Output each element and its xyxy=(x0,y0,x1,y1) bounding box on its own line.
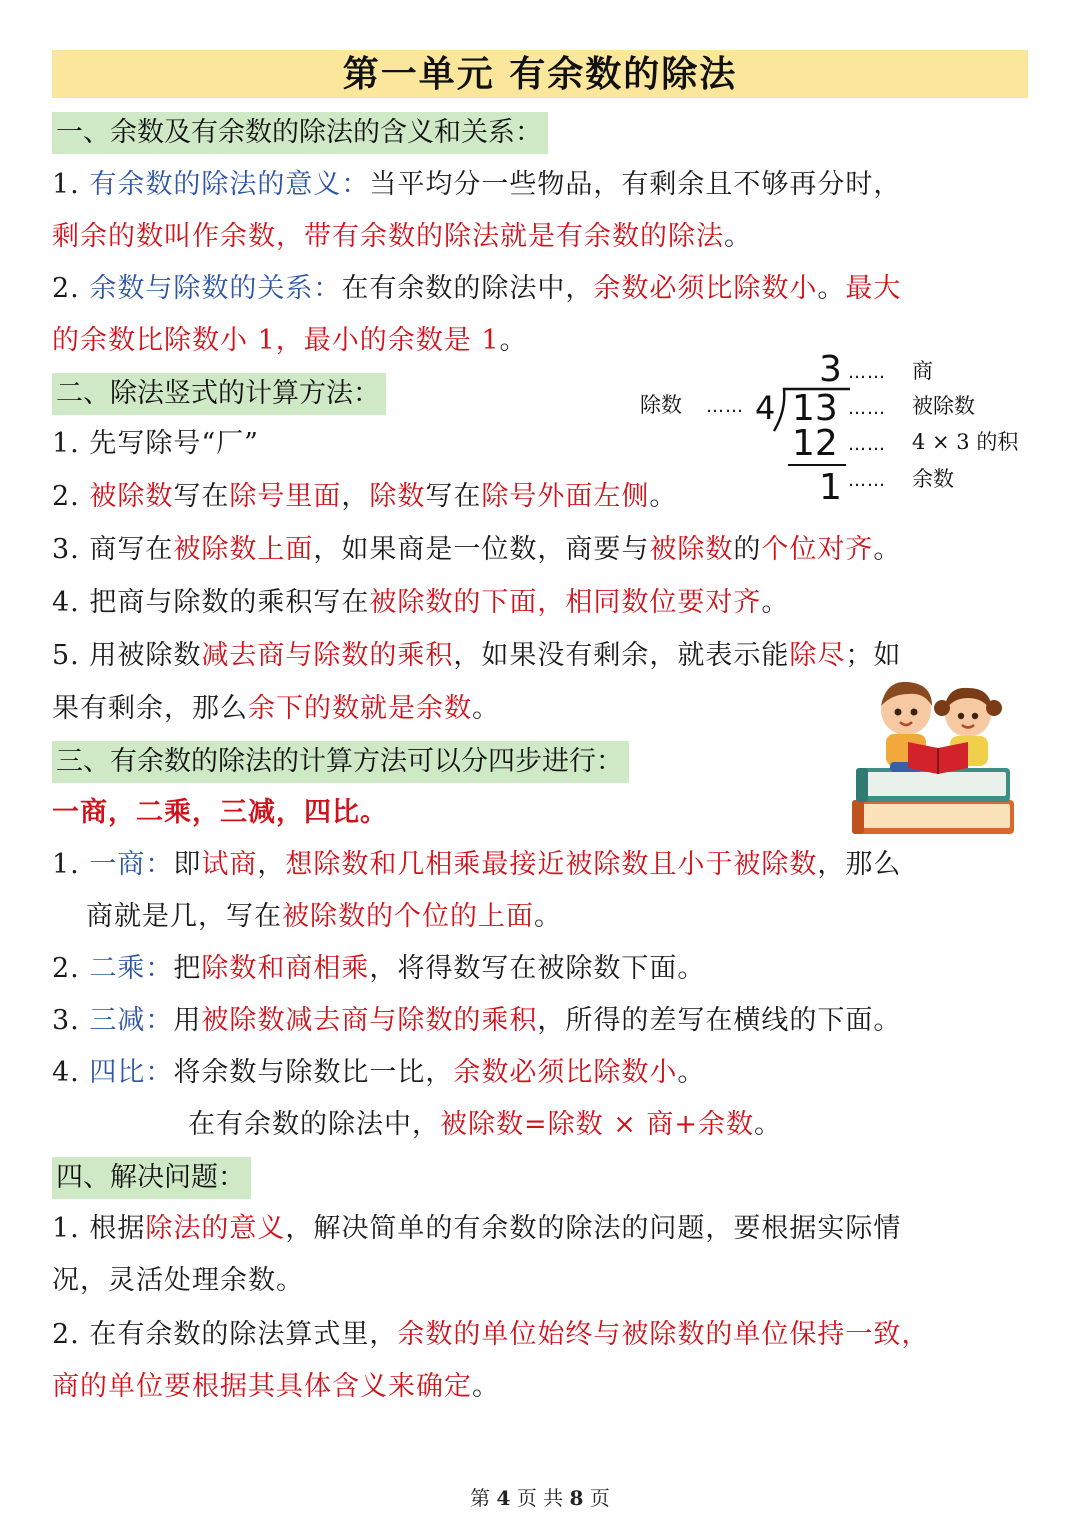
line-number: 2. xyxy=(52,481,80,512)
text: 商写在 xyxy=(89,534,174,565)
s4-line-2 xyxy=(52,1261,304,1301)
s2-line-3 xyxy=(52,530,901,570)
highlight: 除号外面左侧 xyxy=(481,481,650,512)
line-number: 2. xyxy=(52,953,80,984)
highlight: 除数和商相乘 xyxy=(201,953,370,984)
text: 商就是几，写在 xyxy=(86,901,282,932)
text: 况，灵活处理余数 xyxy=(52,1265,276,1296)
dots: …… xyxy=(848,434,886,455)
term: 一商： xyxy=(89,849,174,880)
text: 在有余数的除法中， xyxy=(188,1109,440,1140)
highlight: 被除数的个位的上面 xyxy=(282,901,534,932)
text: 。 xyxy=(472,1371,500,1402)
s3-line-5 xyxy=(52,1053,705,1093)
term: 二乘： xyxy=(89,953,174,984)
text: 。 xyxy=(873,534,902,565)
page-number: 4 xyxy=(496,1486,511,1510)
s3-line-3 xyxy=(52,949,705,989)
text: 。 xyxy=(499,325,528,356)
dots: …… xyxy=(848,362,886,383)
text: ，如果没有剩余，就表示能 xyxy=(453,640,790,671)
text: 。 xyxy=(677,1057,706,1088)
dots: …… xyxy=(706,396,744,417)
text: 页 xyxy=(589,1486,610,1510)
book-pages xyxy=(864,772,1006,796)
dots: …… xyxy=(848,398,886,419)
section-1-heading: 一、余数及有余数的除法的含义和关系： xyxy=(52,112,548,154)
s4-line-1 xyxy=(52,1209,901,1249)
line-number: 4. xyxy=(52,1057,80,1088)
s2-line-6 xyxy=(52,689,500,729)
highlight: 被除数 xyxy=(649,534,734,565)
line-number: 1. xyxy=(52,849,80,880)
eye xyxy=(895,709,902,716)
quotient: 3 xyxy=(819,349,842,390)
highlight: 被除数上面 xyxy=(173,534,314,565)
s2-line-4 xyxy=(52,583,789,623)
text: 。 xyxy=(472,693,500,724)
section-2-heading: 二、除法竖式的计算方法： xyxy=(52,373,386,415)
section-4-heading: 四、解决问题： xyxy=(52,1157,251,1199)
s3-motto: 一商，二乘，三减，四比。 xyxy=(52,797,388,828)
s2-line-5 xyxy=(52,636,901,676)
highlight: 个位对齐 xyxy=(761,534,874,565)
highlight: 剩余的数叫作余数，带有余数的除法就是有余数的除法 xyxy=(52,221,724,252)
text: 先写除号“厂” xyxy=(89,428,259,459)
remainder: 1 xyxy=(819,467,842,508)
s4-line-3 xyxy=(52,1315,929,1355)
text: 写在 xyxy=(425,481,482,512)
book-spine xyxy=(852,800,864,834)
highlight: 余数的单位始终与被除数的单位保持一致， xyxy=(397,1319,930,1350)
highlight: 被除数=除数 × 商+余数 xyxy=(440,1109,755,1140)
term: 三减： xyxy=(89,1005,174,1036)
label-dividend: 被除数 xyxy=(912,394,975,418)
text: 在有余数的除法算式里， xyxy=(89,1319,398,1350)
book-pages xyxy=(860,804,1010,828)
highlight: 除数 xyxy=(369,481,426,512)
s4-line-4 xyxy=(52,1367,500,1407)
line-number: 5. xyxy=(52,640,80,671)
section-3-heading: 三、有余数的除法的计算方法可以分四步进行： xyxy=(52,741,629,783)
text: ，解决简单的有余数的除法的问题，要根据实际情 xyxy=(285,1213,902,1244)
text: 在有余数的除法中， xyxy=(341,273,594,304)
highlight: 被除数减去商与除数的乘积 xyxy=(201,1005,538,1036)
divisor: 4 xyxy=(755,389,776,427)
highlight: 减去商与除数的乘积 xyxy=(201,640,454,671)
dividend: 13 xyxy=(792,388,838,429)
line-number: 4. xyxy=(52,587,80,618)
kids-reading-books-illustration xyxy=(846,676,1026,842)
text: 用被除数 xyxy=(89,640,202,671)
highlight: 商的单位要根据其具体含义来确定 xyxy=(52,1371,472,1402)
text: 用 xyxy=(173,1005,202,1036)
dots: …… xyxy=(848,470,886,491)
label-remainder: 余数 xyxy=(912,467,954,491)
text: ， xyxy=(257,849,286,880)
subtraction-line xyxy=(788,464,846,466)
text: 。 xyxy=(276,1265,304,1296)
line-number: 1. xyxy=(52,428,80,459)
page-title: 第一单元 有余数的除法 xyxy=(52,50,1028,98)
text: 把 xyxy=(173,953,202,984)
line-number: 1. xyxy=(52,1213,80,1244)
line-number: 2. xyxy=(52,1319,80,1350)
text: ，如果商是一位数，商要与 xyxy=(313,534,650,565)
highlight: 想除数和几相乘最接近被除数且小于被除数 xyxy=(285,849,818,880)
text: 将余数与除数比一比， xyxy=(173,1057,454,1088)
highlight: 被除数 xyxy=(89,481,174,512)
page-footer xyxy=(0,1482,1080,1511)
term: 余数与除数的关系： xyxy=(89,273,342,304)
highlight: 试商 xyxy=(201,849,258,880)
text: 。 xyxy=(724,221,752,252)
s2-line-2 xyxy=(52,477,677,517)
s1-line-2 xyxy=(52,217,752,257)
book-spine xyxy=(856,768,868,802)
girl-pigtail xyxy=(934,700,950,716)
s2-line-1 xyxy=(52,424,259,464)
text: 第 xyxy=(470,1486,491,1510)
highlight: 除尽 xyxy=(789,640,846,671)
product: 12 xyxy=(792,423,838,464)
text: 当平均分一些物品，有剩余且不够再分时， xyxy=(369,169,902,200)
text: 根据 xyxy=(89,1213,146,1244)
highlight: 余数必须比除数小 xyxy=(453,1057,678,1088)
eye xyxy=(911,709,918,716)
text: 。 xyxy=(649,481,678,512)
label-quotient: 商 xyxy=(912,359,933,383)
highlight: 余下的数就是余数 xyxy=(248,693,472,724)
text: 把商与除数的乘积写在 xyxy=(89,587,370,618)
highlight: 余数必须比除数小 xyxy=(593,273,818,304)
s3-line-6 xyxy=(188,1105,782,1145)
eye xyxy=(972,713,978,719)
text: 果有剩余，那么 xyxy=(52,693,248,724)
highlight: 的余数比除数小 1，最小的余数是 1 xyxy=(52,325,500,356)
s1-line-3 xyxy=(52,269,901,309)
s1-line-1 xyxy=(52,165,901,205)
s3-line-4 xyxy=(52,1001,901,1041)
line-number: 1. xyxy=(52,169,80,200)
text: ，将得数写在被除数下面。 xyxy=(369,953,706,984)
text: 。 xyxy=(754,1109,783,1140)
text: ，那么 xyxy=(817,849,902,880)
line-number: 3. xyxy=(52,1005,80,1036)
text: ， xyxy=(341,481,370,512)
highlight: 除法的意义 xyxy=(145,1213,286,1244)
label-product: 4 × 3 的积 xyxy=(912,430,1019,454)
girl-pigtail xyxy=(986,700,1002,716)
text: 页 共 xyxy=(516,1486,564,1510)
label-divisor: 除数 xyxy=(640,393,682,417)
text: ；如 xyxy=(845,640,902,671)
line-number: 3. xyxy=(52,534,80,565)
s3-line-2 xyxy=(86,897,562,937)
text: ，所得的差写在横线的下面。 xyxy=(537,1005,902,1036)
text: 。 xyxy=(761,587,790,618)
s3-line-1 xyxy=(52,845,901,885)
text: 即 xyxy=(173,849,202,880)
highlight: 除号里面 xyxy=(229,481,342,512)
text: 。 xyxy=(817,273,846,304)
eye xyxy=(958,713,964,719)
highlight: 被除数的下面，相同数位要对齐 xyxy=(369,587,762,618)
s1-line-4 xyxy=(52,321,528,361)
term: 四比： xyxy=(89,1057,174,1088)
term: 有余数的除法的意义： xyxy=(89,169,370,200)
text: 的 xyxy=(733,534,762,565)
text: 写在 xyxy=(173,481,230,512)
highlight: 最大 xyxy=(845,273,902,304)
page-total: 8 xyxy=(569,1486,584,1510)
text: 。 xyxy=(534,901,562,932)
line-number: 2. xyxy=(52,273,80,304)
